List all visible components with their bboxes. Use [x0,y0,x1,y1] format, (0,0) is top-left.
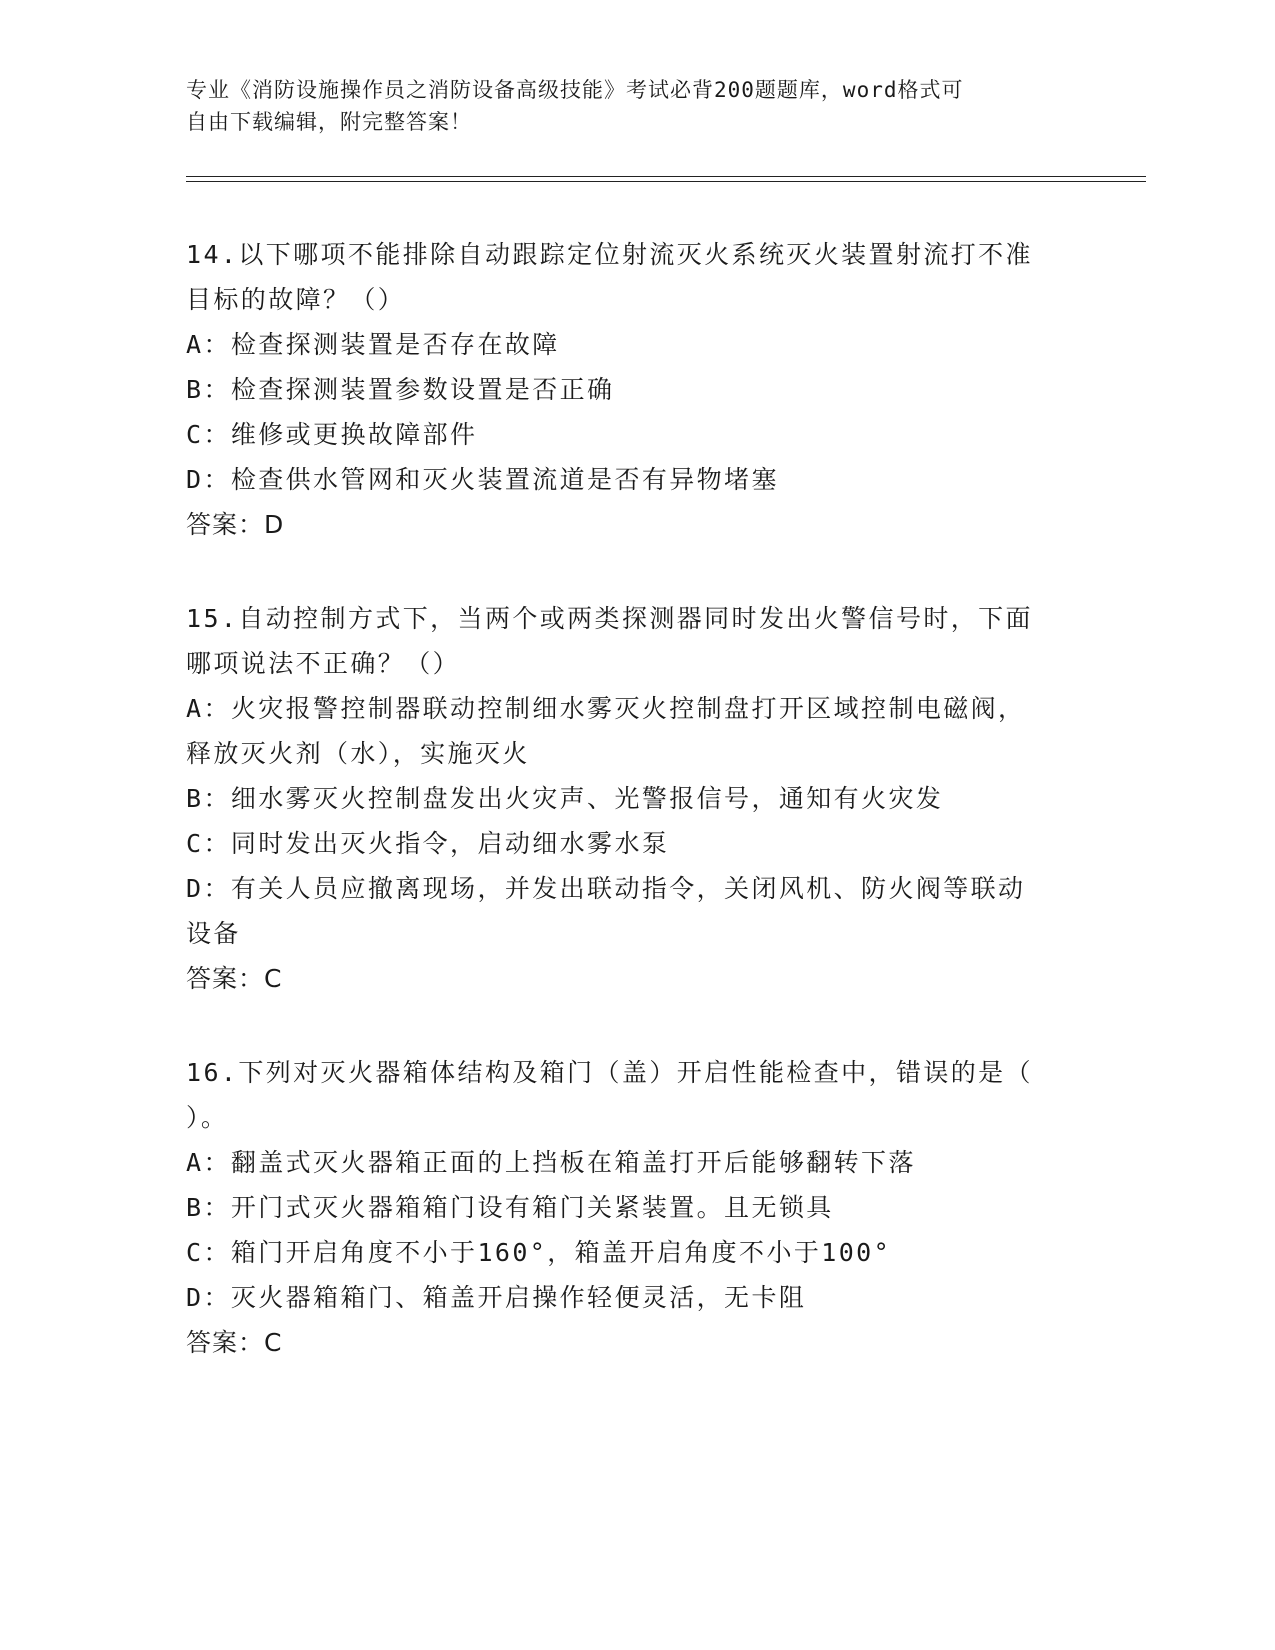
answer-label: 答案：C [186,964,283,993]
option-a-continued: 释放灭火剂（水），实施灭火 [186,739,530,768]
question-stem-line: 14.以下哪项不能排除自动跟踪定位射流灭火系统灭火装置射流打不准 [186,240,1033,269]
header-divider-bottom [186,181,1146,182]
document-header [186,74,1066,138]
option-b: B：细水雾灭火控制盘发出火灾声、光警报信号，通知有火灾发 [186,784,944,813]
header-line-2: 自由下载编辑，附完整答案！ [186,110,472,134]
question-stem-line: 哪项说法不正确？（） [186,649,461,678]
option-d: D：灭火器箱箱门、箱盖开启操作轻便灵活，无卡阻 [186,1283,807,1312]
option-c: C：箱门开启角度不小于160°，箱盖开启角度不小于100° [186,1238,892,1267]
question-15 [186,596,1086,1001]
option-a: A：火灾报警控制器联动控制细水雾灭火控制盘打开区域控制电磁阀， [186,694,1026,723]
header-line-1: 专业《消防设施操作员之消防设备高级技能》考试必背200题题库，word格式可 [186,78,964,102]
option-c: C：同时发出灭火指令，启动细水雾水泵 [186,829,670,858]
option-d-continued: 设备 [186,919,241,948]
question-stem-line: ）。 [186,1103,229,1132]
option-b: B：检查探测装置参数设置是否正确 [186,375,615,404]
option-a: A：检查探测装置是否存在故障 [186,330,560,359]
option-c: C：维修或更换故障部件 [186,420,478,449]
question-16 [186,1050,1086,1365]
option-a: A：翻盖式灭火器箱正面的上挡板在箱盖打开后能够翻转下落 [186,1148,916,1177]
header-divider-top [186,176,1146,177]
option-b: B：开门式灭火器箱箱门设有箱门关紧装置。且无锁具 [186,1193,834,1222]
question-stem-line: 15.自动控制方式下，当两个或两类探测器同时发出火警信号时，下面 [186,604,1033,633]
option-d: D：检查供水管网和灭火装置流道是否有异物堵塞 [186,465,779,494]
question-stem-line: 16.下列对灭火器箱体结构及箱门（盖）开启性能检查中，错误的是（ [186,1058,1033,1087]
option-d: D：有关人员应撤离现场，并发出联动指令，关闭风机、防火阀等联动 [186,874,1026,903]
question-14 [186,232,1086,547]
answer-label: 答案：C [186,1328,283,1357]
question-stem-line: 目标的故障？（） [186,285,406,314]
answer-label: 答案：D [186,510,285,539]
